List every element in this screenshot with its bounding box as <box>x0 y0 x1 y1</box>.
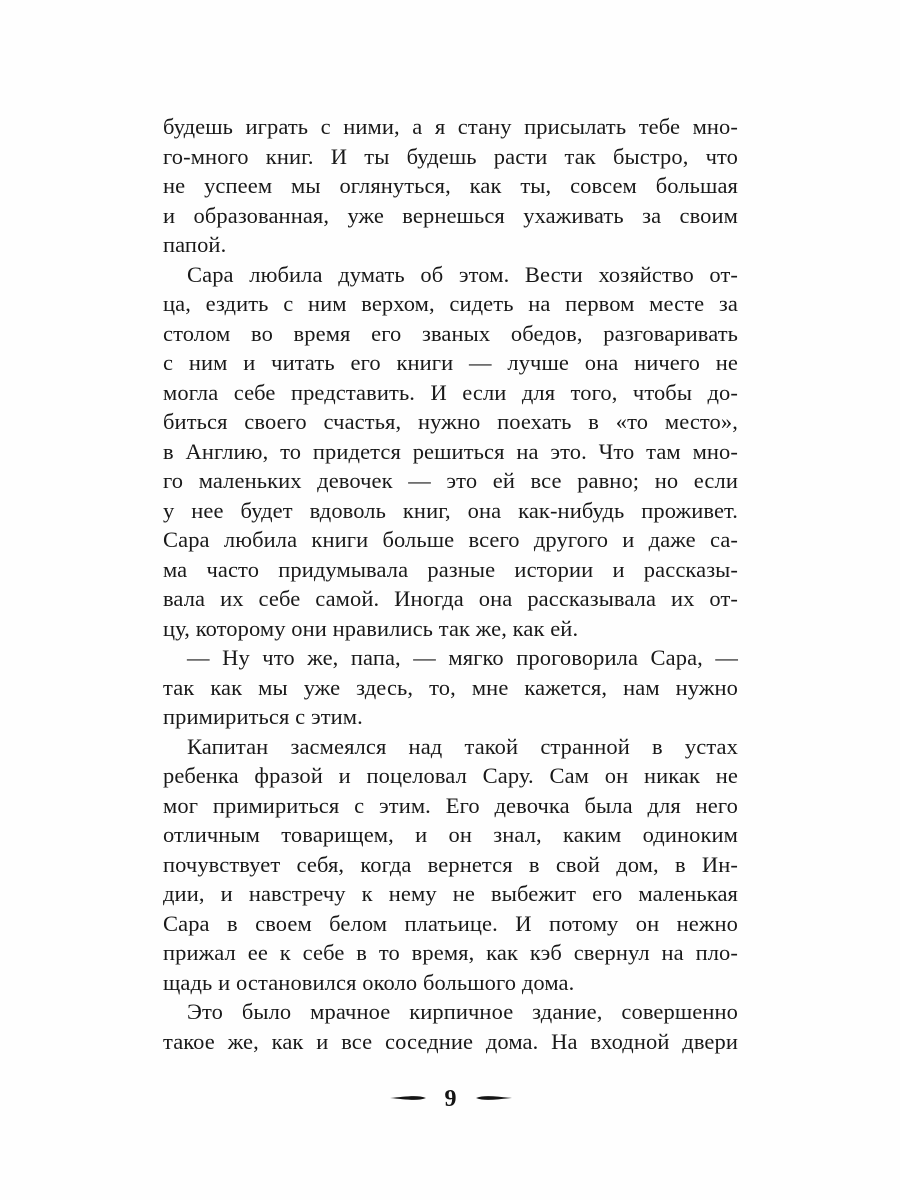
text-line: могла себе представить. И если для того, чтобы до- <box>163 379 738 405</box>
text-line: Это было мрачное кирпичное здание, совершенно <box>187 999 738 1024</box>
footer-ornament-left-icon <box>390 1093 426 1103</box>
paragraph <box>163 732 738 998</box>
text-line: папой. <box>163 232 227 257</box>
text-line: такое же, как и все соседние дома. На входной двери <box>163 1028 738 1054</box>
text-line: Сара любила думать об этом. Вести хозяйство от- <box>187 261 738 287</box>
text-line: ца, ездить с ним верхом, сидеть на первом месте за <box>163 291 738 316</box>
page-footer <box>163 1086 738 1110</box>
text-line: ребенка фразой и поцеловал Сару. Сам он никак не <box>163 763 738 788</box>
text-line: так как мы уже здесь, то, мне кажется, нам нужно <box>163 674 738 700</box>
text-line: щадь и остановился около большого дома. <box>163 969 575 995</box>
paragraph <box>163 997 738 1056</box>
text-line: дии, и навстречу к нему не выбежит его маленькая <box>163 881 738 906</box>
text-line: прижал ее к себе в то время, как кэб свернул на пло- <box>163 940 738 965</box>
text-line: не успеем мы оглянуться, как ты, совсем большая <box>163 173 738 198</box>
text-line: Сара любила книги больше всего другого и даже са- <box>163 527 738 552</box>
footer-ornament-right-icon <box>476 1093 512 1103</box>
text-line: — Ну что же, папа, — мягко проговорила Сара, — <box>187 645 738 670</box>
paragraph <box>163 112 738 260</box>
text-line: Сара в своем белом платьице. И потому он нежно <box>163 910 738 936</box>
text-line: в Англию, то придется решиться на это. Что там мно- <box>163 438 738 464</box>
text-line: отличным товарищем, и он знал, каким одиноким <box>163 822 738 847</box>
text-line: го-много книг. И ты будешь расти так быстро, что <box>163 143 738 169</box>
text-line: биться своего счастья, нужно поехать в «то место», <box>163 409 738 434</box>
text-line: с ним и читать его книги — лучше она ничего не <box>163 350 738 375</box>
text-line: мог примириться с этим. Его девочка была для него <box>163 792 738 818</box>
text-line: столом во время его званых обедов, разговаривать <box>163 320 738 346</box>
text-line: будешь играть с ними, а я стану присылать тебе мно- <box>163 114 738 139</box>
text-line: у нее будет вдоволь книг, она как-нибудь проживет. <box>163 497 738 523</box>
text-block <box>163 112 738 1056</box>
text-line: примириться с этим. <box>163 704 363 729</box>
paragraph <box>163 643 738 732</box>
text-line: и образованная, уже вернешься ухаживать за своим <box>163 202 738 228</box>
paragraph <box>163 260 738 644</box>
text-line: го маленьких девочек — это ей все равно; но если <box>163 468 738 493</box>
text-line: цу, которому они нравились так же, как ей. <box>163 615 579 641</box>
text-line: вала их себе самой. Иногда она рассказывала их от- <box>163 586 738 611</box>
page-number: 9 <box>444 1086 457 1112</box>
text-line: Капитан засмеялся над такой странной в устах <box>187 733 738 759</box>
text-line: почувствует себя, когда вернется в свой дом, в Ин- <box>163 851 738 877</box>
text-line: ма часто придумывала разные истории и рассказы- <box>163 556 738 582</box>
